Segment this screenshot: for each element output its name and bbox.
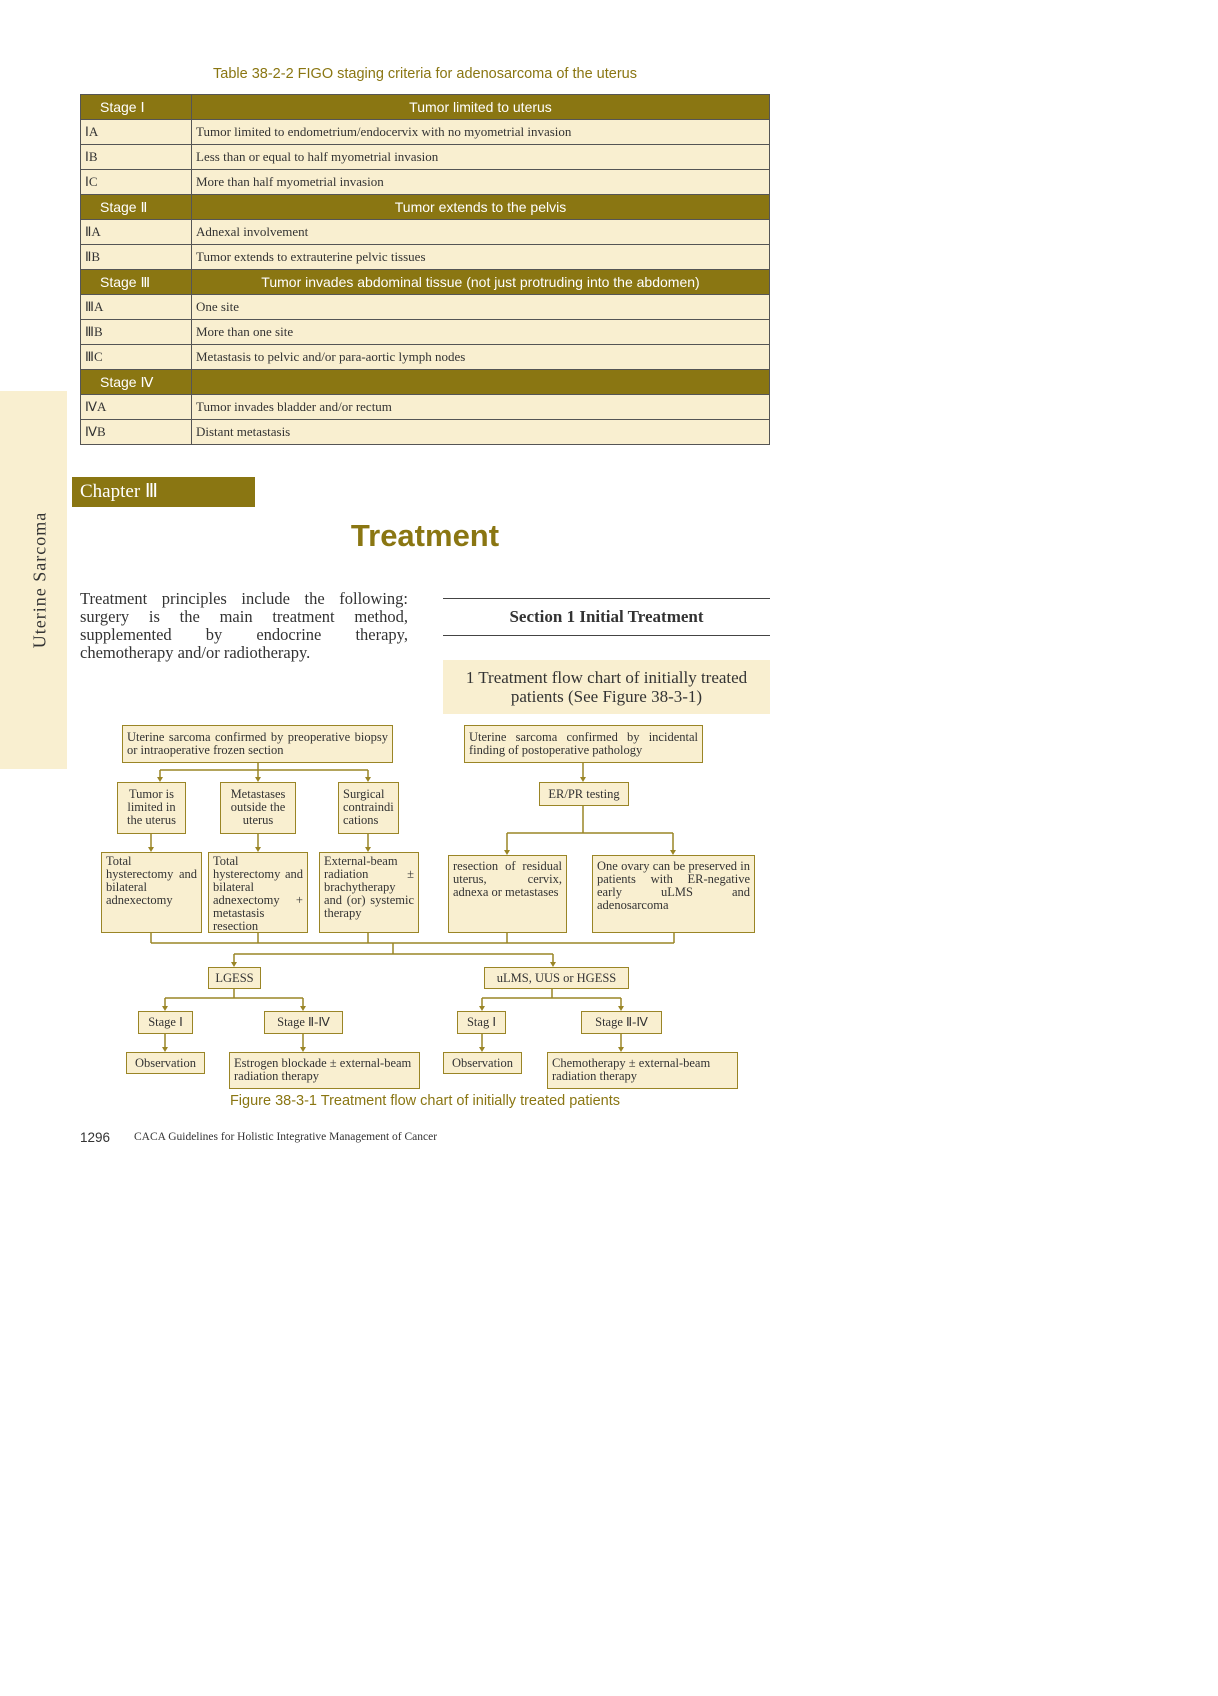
- substage-cell: ⅠA: [81, 120, 192, 145]
- flow-box-chemotherapy: Chemotherapy ± external-beam radiation therapy: [547, 1052, 738, 1089]
- flow-box-limited-uterus: Tumor is limited in the uterus: [117, 782, 186, 834]
- criteria-cell: Tumor invades bladder and/or rectum: [192, 395, 770, 420]
- criteria-cell: Metastasis to pelvic and/or para-aortic lymph nodes: [192, 345, 770, 370]
- criteria-cell: Adnexal involvement: [192, 220, 770, 245]
- flow-box-lgess: LGESS: [208, 967, 261, 989]
- substage-cell: ⅠB: [81, 145, 192, 170]
- stage-label: Stage Ⅳ: [81, 370, 192, 395]
- side-running-title: Uterine Sarcoma: [29, 511, 50, 649]
- flow-box-estrogen-blockade: Estrogen blockade ± external-beam radiation therapy: [229, 1052, 420, 1089]
- flow-box-observation-right: Observation: [443, 1052, 522, 1074]
- criteria-cell: Tumor limited to endometrium/endocervix with no myometrial invasion: [192, 120, 770, 145]
- substage-cell: ⅠC: [81, 170, 192, 195]
- flow-box-preoperative-confirmation: Uterine sarcoma confirmed by preoperative biopsy or intraoperative frozen section: [122, 725, 393, 763]
- criteria-cell: Tumor extends to extrauterine pelvic tissues: [192, 245, 770, 270]
- figure-caption: Figure 38-3-1 Treatment flow chart of initially treated patients: [229, 1093, 621, 1109]
- chapter-label: Chapter Ⅲ: [72, 477, 255, 507]
- substage-cell: ⅡB: [81, 245, 192, 270]
- stage-label: Stage Ⅲ: [81, 270, 192, 295]
- criteria-cell: More than one site: [192, 320, 770, 345]
- page-number: 1296: [80, 1130, 111, 1145]
- flow-box-stage-1-right: Stag Ⅰ: [457, 1011, 506, 1034]
- stage-label: Stage Ⅰ: [81, 95, 192, 120]
- stage-label: Stage Ⅱ: [81, 195, 192, 220]
- section-heading: Section 1 Initial Treatment: [443, 598, 770, 636]
- flow-box-observation-left: Observation: [126, 1052, 205, 1074]
- flow-box-contraindications: Surgical contraindications: [338, 782, 399, 834]
- intro-paragraph: Treatment principles include the following: surgery is the main treatment method, supplemented by endocrine therapy, chemotherapy and/or radiotherapy.: [80, 589, 408, 662]
- substage-cell: ⅢC: [81, 345, 192, 370]
- stage-description: Tumor limited to uterus: [192, 95, 770, 120]
- flow-box-resection: resection of residual uterus, cervix, adnexa or metastases: [448, 855, 567, 933]
- substage-cell: ⅣA: [81, 395, 192, 420]
- flow-box-ulms: uLMS, UUS or HGESS: [484, 967, 629, 989]
- criteria-cell: Less than or equal to half myometrial invasion: [192, 145, 770, 170]
- flow-box-metastases: Metastases outside the uterus: [220, 782, 296, 834]
- substage-cell: ⅢA: [81, 295, 192, 320]
- criteria-cell: Distant metastasis: [192, 420, 770, 445]
- flow-box-er-pr-testing: ER/PR testing: [539, 782, 629, 806]
- stage-description: Tumor invades abdominal tissue (not just protruding into the abdomen): [192, 270, 770, 295]
- stage-description: Tumor extends to the pelvis: [192, 195, 770, 220]
- flow-box-stage-1-left: Stage Ⅰ: [138, 1011, 193, 1034]
- criteria-cell: More than half myometrial invasion: [192, 170, 770, 195]
- substage-cell: ⅣB: [81, 420, 192, 445]
- flow-box-ovary-preservation: One ovary can be preserved in patients with ER-negative early uLMS and adenosarcoma: [592, 855, 755, 933]
- criteria-cell: One site: [192, 295, 770, 320]
- substage-cell: ⅡA: [81, 220, 192, 245]
- flow-box-hysterectomy: Total hysterectomy and bilateral adnexectomy: [101, 852, 202, 933]
- flow-box-hysterectomy-metastasis: Total hysterectomy and bilateral adnexectomy + metastasis resection: [208, 852, 308, 933]
- flow-box-stage-2-4-right: Stage Ⅱ-Ⅳ: [581, 1011, 662, 1034]
- page-title: Treatment: [350, 518, 500, 553]
- flow-box-stage-2-4-left: Stage Ⅱ-Ⅳ: [264, 1011, 343, 1034]
- table-caption: Table 38-2-2 FIGO staging criteria for adenosarcoma of the uterus: [213, 66, 637, 82]
- flow-box-radiation: External-beam radiation ± brachytherapy and (or) systemic therapy: [319, 852, 419, 933]
- subsection-heading: 1 Treatment flow chart of initially treated patients (See Figure 38-3-1): [443, 660, 770, 714]
- footer-text: CACA Guidelines for Holistic Integrative Management of Cancer: [134, 1131, 438, 1143]
- substage-cell: ⅢB: [81, 320, 192, 345]
- flow-box-postoperative-confirmation: Uterine sarcoma confirmed by incidental finding of postoperative pathology: [464, 725, 703, 763]
